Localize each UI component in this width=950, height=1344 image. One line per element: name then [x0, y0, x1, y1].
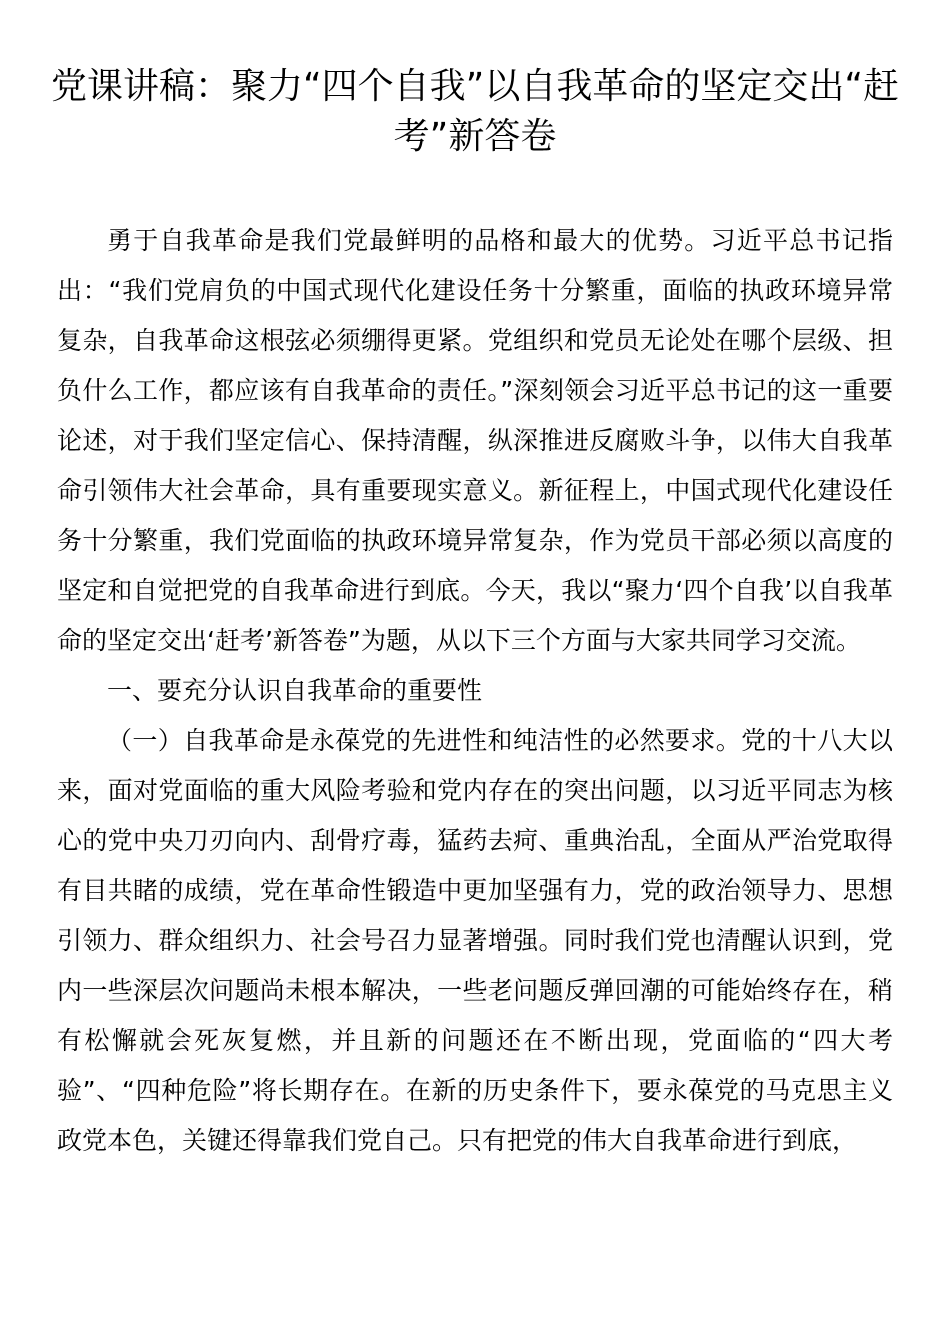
section-heading-1: 一、要充分认识自我革命的重要性 — [107, 676, 483, 705]
document-title: 党课讲稿：聚力“四个自我”以自我革命的坚定交出“赶考”新答卷 — [51, 66, 899, 157]
document-body — [57, 216, 893, 1166]
intro-paragraph: 勇于自我革命是我们党最鲜明的品格和最大的优势。习近平总书记指出：“我们党肩负的中国式现代化建设任务十分繁重，面临的执政环境异常复杂，自我革命这根弦必须绷得更紧。党组织和党员无论处在哪个层级、担负什么工作，都应该有自我革命的责任。”深刻领会习近平总书记的这一重要论述，对于我们坚定信心、保持清醒，纵深推进反腐败斗争，以伟大自我革命引领伟大社会革命，具有重要现实意义。新征程上，中国式现代化建设任务十分繁重，我们党面临的执政环境异常复杂，作为党员干部必须以高度的坚定和自觉把党的自我革命进行到底。今天，我以“聚力‘四个自我’以自我革命的坚定交出‘赶考’新答卷”为题，从以下三个方面与大家共同学习交流。 — [57, 226, 893, 655]
subsection-paragraph-1: （一）自我革命是永葆党的先进性和纯洁性的必然要求。党的十八大以来，面对党面临的重大风险考验和党内存在的突出问题，以习近平同志为核心的党中央刀刃向内、刮骨疗毒，猛药去疴、重典治乱，全面从严治党取得有目共睹的成绩，党在革命性锻造中更加坚强有力，党的政治领导力、思想引领力、群众组织力、社会号召力显著增强。同时我们党也清醒认识到，党内一些深层次问题尚未根本解决，一些老问题反弹回潮的可能始终存在，稍有松懈就会死灰复燃，并且新的问题还在不断出现，党面临的“四大考验”、“四种危险”将长期存在。在新的历史条件下，要永葆党的马克思主义政党本色，关键还得靠我们党自己。只有把党的伟大自我革命进行到底， — [57, 726, 893, 1155]
